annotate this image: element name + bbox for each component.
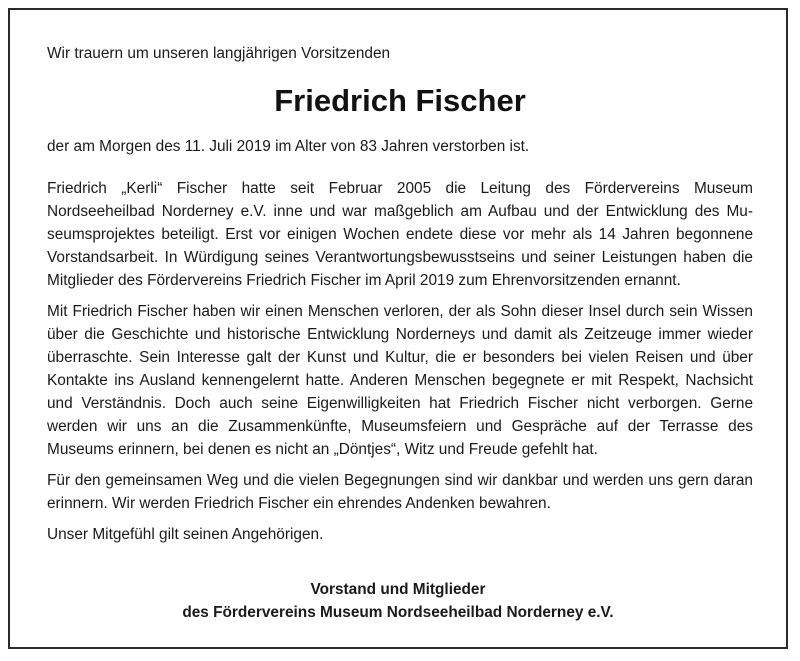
signature-line-2: des Fördervereins Museum Nordseeheilbad Norderney e.V. (182, 604, 614, 621)
notice-body (47, 42, 753, 546)
paragraph-thanks: Für den gemeinsamen Weg und die vielen Begegnungen sind wir dankbar und werden uns gern daran erinnern. Wir werden Friedrich Fischer ein ehrendes Andenken bewahren. (47, 472, 753, 512)
signature-block (8, 578, 788, 624)
paragraph-tribute: Mit Friedrich Fischer haben wir einen Menschen verloren, der als Sohn dieser Insel durch sein Wissen über die Geschichte und historische Entwicklung Norderneys und damit als Zeitzeuge immer wieder überraschte. Sein Interesse galt der Kunst und Kultur, die er besonders bei vielen Reisen und über Kontakte ins Ausland kennengelernt hatte. Anderen Menschen begegnete er mit Respekt, Nachsicht und Verständnis. Doch auch seine Eigenwilligkeiten hat Friedrich Fischer nicht verborgen. Gerne werden wir uns an die Zusammenkünfte, Museumsfeiern und Gespräche auf der Terrasse des Museums erinnern, bei denen es nicht an „Döntjes“, Witz und Freude gefehlt hat. (47, 303, 753, 458)
condolence-line: Unser Mitgefühl gilt seinen Angehörigen. (47, 526, 324, 543)
death-statement: der am Morgen des 11. Juli 2019 im Alter von 83 Jahren verstorben ist. (47, 138, 530, 155)
deceased-name: Friedrich Fischer (274, 83, 526, 118)
paragraph-tenure: Friedrich „Kerli“ Fischer hatte seit Februar 2005 die Leitung des Fördervereins Museum Nordseeheilbad Norderney e.V. inne und war maßgeblich am Aufbau und der Entwicklung des Museumsprojektes beteiligt. Erst vor einigen Wochen endete diese vor mehr als 14 Jahren begonnene Vorstandsarbeit. In Würdigung seines Verantwortungsbewusstseins und seiner Leistungen haben die Mitglieder des Fördervereins Friedrich Fischer im April 2019 zum Ehrenvorsitzenden ernannt. (47, 180, 753, 289)
signature-line-1: Vorstand und Mitglieder (310, 581, 486, 598)
intro-line: Wir trauern um unseren langjährigen Vorsitzenden (47, 45, 391, 62)
